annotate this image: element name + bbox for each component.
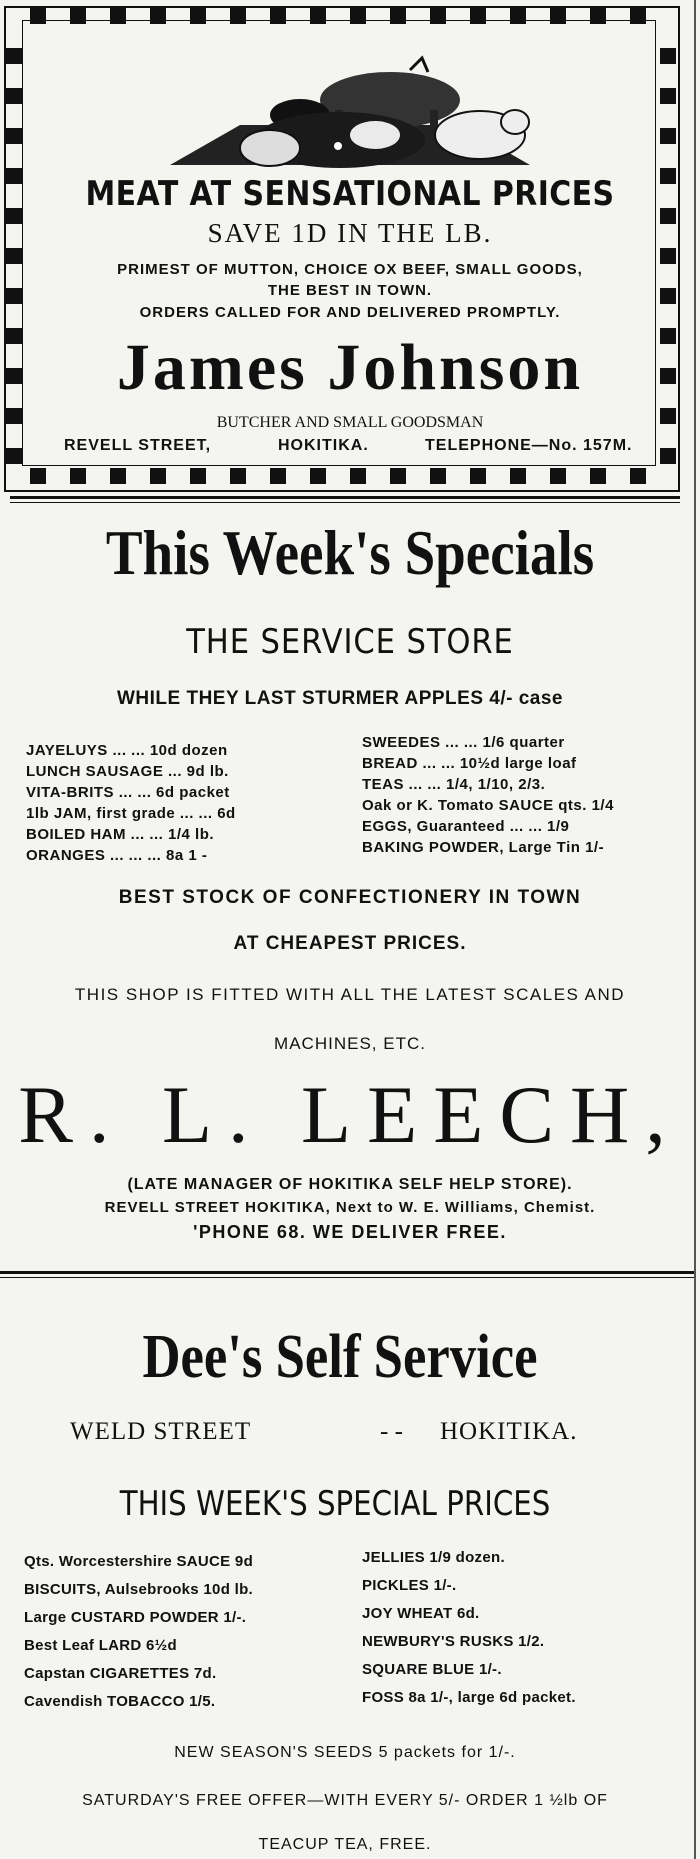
dees-dash: - - <box>380 1418 403 1445</box>
leech-phone: 'PHONE 68. WE DELIVER FREE. <box>193 1222 507 1242</box>
border-square <box>430 468 446 484</box>
price-list-item: BOILED HAM ... ... 1/4 lb. <box>26 826 215 843</box>
divider-rule-1 <box>10 496 680 499</box>
leech-late-manager: (LATE MANAGER OF HOKITIKA SELF HELP STORE). <box>127 1176 573 1193</box>
border-square <box>660 448 676 464</box>
leech-cheapest: AT CHEAPEST PRICES. <box>233 933 467 954</box>
leech-headline: This Week's Specials <box>105 517 595 588</box>
border-square <box>70 468 86 484</box>
border-square <box>230 8 246 24</box>
johnson-telephone: TELEPHONE—No. 157M. <box>425 437 633 454</box>
leech-machines: MACHINES, ETC. <box>274 1034 426 1053</box>
border-square <box>270 8 286 24</box>
border-square <box>390 468 406 484</box>
johnson-subhead: SAVE 1D IN THE LB. <box>207 218 493 248</box>
border-square <box>470 8 486 24</box>
johnson-town: HOKITIKA. <box>278 437 369 454</box>
border-square <box>150 468 166 484</box>
dees-special-prices: THIS WEEK'S SPECIAL PRICES <box>119 1484 551 1524</box>
price-list-item: JAYELUYS ... ... 10d dozen <box>26 742 228 759</box>
leech-scales: THIS SHOP IS FITTED WITH ALL THE LATEST SCALES AND <box>74 985 626 1004</box>
border-square <box>6 88 22 104</box>
border-square <box>630 8 646 24</box>
price-list-item: Capstan CIGARETTES 7d. <box>24 1665 217 1682</box>
dees-offer-line-1: SATURDAY'S FREE OFFER—WITH EVERY 5/- ORDER 1 ½lb OF <box>82 1792 608 1809</box>
johnson-trade: BUTCHER AND SMALL GOODSMAN <box>216 414 484 431</box>
border-square <box>660 88 676 104</box>
border-square <box>6 448 22 464</box>
border-square <box>590 468 606 484</box>
border-square <box>660 168 676 184</box>
border-square <box>190 8 206 24</box>
border-square <box>110 8 126 24</box>
johnson-headline: MEAT AT SENSATIONAL PRICES <box>85 174 615 214</box>
johnson-street: REVELL STREET, <box>64 437 212 454</box>
price-list-item: LUNCH SAUSAGE ... 9d lb. <box>26 763 229 780</box>
border-square <box>190 468 206 484</box>
price-list-item: PICKLES 1/-. <box>362 1577 457 1594</box>
price-list-item: EGGS, Guaranteed ... ... 1/9 <box>362 818 570 835</box>
dees-seeds: NEW SEASON'S SEEDS 5 packets for 1/-. <box>174 1744 516 1761</box>
price-list-item: 1lb JAM, first grade ... ... 6d <box>26 805 236 822</box>
price-list-item: Best Leaf LARD 6½d <box>24 1637 177 1654</box>
johnson-line-3: ORDERS CALLED FOR AND DELIVERED PROMPTLY. <box>139 304 561 321</box>
column-rule-right <box>694 0 696 1859</box>
divider-rule-2 <box>0 1271 694 1274</box>
border-square <box>430 8 446 24</box>
dees-offer-line-2: TEACUP TEA, FREE. <box>258 1836 432 1853</box>
border-square <box>30 468 46 484</box>
border-square <box>110 468 126 484</box>
border-square <box>6 128 22 144</box>
price-list-item: Qts. Worcestershire SAUCE 9d <box>24 1553 254 1570</box>
border-square <box>230 468 246 484</box>
border-square <box>590 8 606 24</box>
price-list-item: SWEEDES ... ... 1/6 quarter <box>362 734 565 751</box>
price-list-item: Cavendish TOBACCO 1/5. <box>24 1693 216 1710</box>
leech-name: R. L. LEECH, <box>18 1069 682 1160</box>
border-square <box>270 468 286 484</box>
price-list-item: TEAS ... ... 1/4, 1/10, 2/3. <box>362 776 546 793</box>
border-square <box>310 8 326 24</box>
price-list-item: BISCUITS, Aulsebrooks 10d lb. <box>24 1581 254 1598</box>
johnson-line-1: PRIMEST OF MUTTON, CHOICE OX BEEF, SMALL GOODS, <box>117 261 583 278</box>
border-square <box>470 468 486 484</box>
border-square <box>510 468 526 484</box>
leech-store-name: THE SERVICE STORE <box>186 622 514 662</box>
border-square <box>510 8 526 24</box>
price-list-item: VITA-BRITS ... ... 6d packet <box>26 784 230 801</box>
dees-street: WELD STREET <box>70 1418 252 1445</box>
border-square <box>660 48 676 64</box>
border-square <box>550 468 566 484</box>
leech-address: REVELL STREET HOKITIKA, Next to W. E. Williams, Chemist. <box>104 1199 596 1216</box>
price-list-item: Oak or K. Tomato SAUCE qts. 1/4 <box>362 797 614 814</box>
border-square <box>70 8 86 24</box>
border-square <box>350 468 366 484</box>
border-square <box>30 8 46 24</box>
price-list-item: ORANGES ... ... ... 8a 1 - <box>26 847 208 864</box>
border-square <box>150 8 166 24</box>
livestock-illustration <box>160 30 540 170</box>
border-square <box>350 8 366 24</box>
border-square <box>6 168 22 184</box>
border-square <box>310 468 326 484</box>
divider-rule-1b <box>10 502 680 503</box>
price-list-item: SQUARE BLUE 1/-. <box>362 1661 502 1678</box>
border-square <box>6 48 22 64</box>
price-list-item: JOY WHEAT 6d. <box>362 1605 480 1622</box>
price-list-item: FOSS 8a 1/-, large 6d packet. <box>362 1689 576 1706</box>
border-square <box>660 128 676 144</box>
price-list-item: BREAD ... ... 10½d large loaf <box>362 755 577 772</box>
dees-town: HOKITIKA. <box>440 1418 578 1445</box>
border-square <box>630 468 646 484</box>
price-list-item: Large CUSTARD POWDER 1/-. <box>24 1609 247 1626</box>
dees-headline: Dee's Self Service <box>142 1323 538 1391</box>
border-square <box>550 8 566 24</box>
price-list-item: NEWBURY'S RUSKS 1/2. <box>362 1633 545 1650</box>
leech-apples: WHILE THEY LAST STURMER APPLES 4/- case <box>116 688 564 709</box>
leech-confectionery: BEST STOCK OF CONFECTIONERY IN TOWN <box>118 887 582 908</box>
johnson-name: James Johnson <box>116 331 584 404</box>
border-square <box>390 8 406 24</box>
johnson-line-2: THE BEST IN TOWN. <box>267 282 433 299</box>
price-list-item: JELLIES 1/9 dozen. <box>362 1549 505 1566</box>
divider-rule-2b <box>0 1277 694 1278</box>
price-list-item: BAKING POWDER, Large Tin 1/- <box>362 839 605 856</box>
